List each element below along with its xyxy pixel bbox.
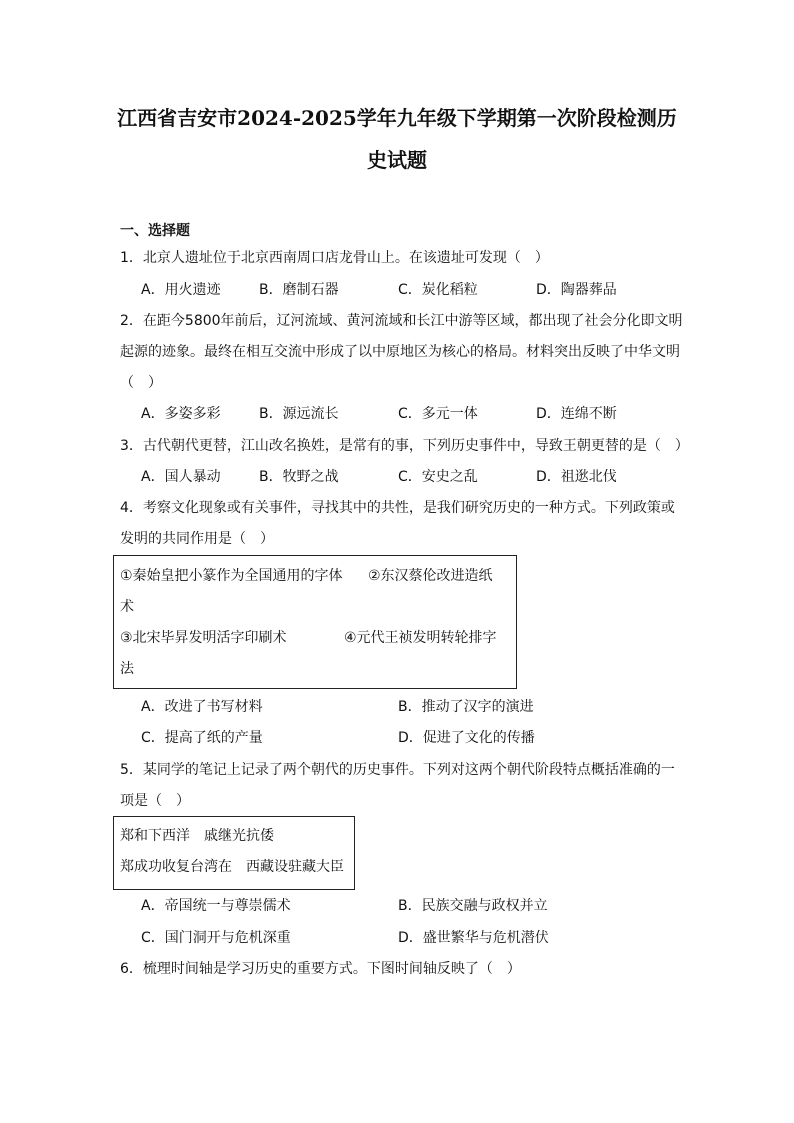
section-heading: 一、选择题: [120, 223, 190, 239]
q4-item-4-wrap: 法: [120, 661, 134, 677]
q4-option-c: C．提高了纸的产量: [141, 730, 263, 746]
q4-option-a: A．改进了书写材料: [141, 699, 263, 715]
q4-item-3: ③北宋毕昇发明活字印刷术: [120, 630, 287, 646]
question-2-stem-line-2: 起源的迹象。最终在相互交流中形成了以中原地区为核心的格局。材料突出反映了中华文明: [120, 344, 680, 360]
q1-option-d: D．陶器葬品: [536, 282, 617, 298]
q1-option-a: A．用火遗迹: [141, 282, 221, 298]
question-2-stem-line-1: 2．在距今5800年前后，辽河流域、黄河流域和长江中游等区域，都出现了社会分化即文明: [120, 313, 683, 329]
q4-item-4: ④元代王祯发明转轮排字: [344, 630, 497, 646]
q4-item-1: ①秦始皇把小篆作为全国通用的字体: [120, 568, 343, 584]
q5-option-b: B．民族交融与政权并立: [398, 898, 548, 914]
q1-option-c: C．炭化稻粒: [398, 282, 478, 298]
q2-option-b: B．源远流长: [259, 406, 339, 422]
q3-option-b: B．牧野之战: [259, 469, 339, 485]
q3-option-c: C．安史之乱: [398, 469, 478, 485]
question-4-stem-line-2: 发明的共同作用是（ ）: [120, 531, 274, 547]
q5-option-c: C．国门洞开与危机深重: [141, 930, 291, 946]
question-2-stem-line-3: （ ）: [120, 375, 162, 391]
q2-option-a: A．多姿多彩: [141, 406, 221, 422]
q3-option-d: D．祖逖北伐: [536, 469, 617, 485]
q4-item-2-wrap: 术: [120, 599, 134, 615]
q4-item-2: ②东汉蔡伦改进造纸: [368, 568, 493, 584]
title-line-2: 史试题: [367, 148, 427, 172]
q5-box-line-1: 郑和下西洋 戚继光抗倭: [120, 828, 274, 844]
q4-option-b: B．推动了汉字的演进: [398, 699, 534, 715]
question-4-stem-line-1: 4．考察文化现象或有关事件，寻找其中的共性，是我们研究历史的一种方式。下列政策或: [120, 500, 675, 516]
question-5-stem-line-1: 5．某同学的笔记上记录了两个朝代的历史事件。下列对这两个朝代阶段特点概括准确的一: [120, 762, 675, 778]
q5-box-line-2: 郑成功收复台湾在 西藏设驻藏大臣: [120, 859, 344, 875]
q4-option-d: D．促进了文化的传播: [398, 730, 535, 746]
question-5-stem-line-2: 项是（ ）: [120, 793, 190, 809]
q2-option-d: D．连绵不断: [536, 406, 617, 422]
question-1-stem: 1．北京人遗址位于北京西南周口店龙骨山上。在该遗址可发现（ ）: [120, 250, 549, 266]
q1-option-b: B．磨制石器: [259, 282, 339, 298]
q5-option-a: A．帝国统一与尊崇儒术: [141, 898, 291, 914]
q2-option-c: C．多元一体: [398, 406, 478, 422]
question-3-stem: 3．古代朝代更替，江山改名换姓，是常有的事，下列历史事件中，导致王朝更替的是（ ）: [120, 438, 689, 454]
title-line-1: 江西省吉安市2024-2025学年九年级下学期第一次阶段检测历: [117, 106, 677, 130]
q5-option-d: D．盛世繁华与危机潜伏: [398, 930, 549, 946]
q3-option-a: A．国人暴动: [141, 469, 221, 485]
question-6-stem: 6．梳理时间轴是学习历史的重要方式。下图时间轴反映了（ ）: [120, 961, 521, 977]
